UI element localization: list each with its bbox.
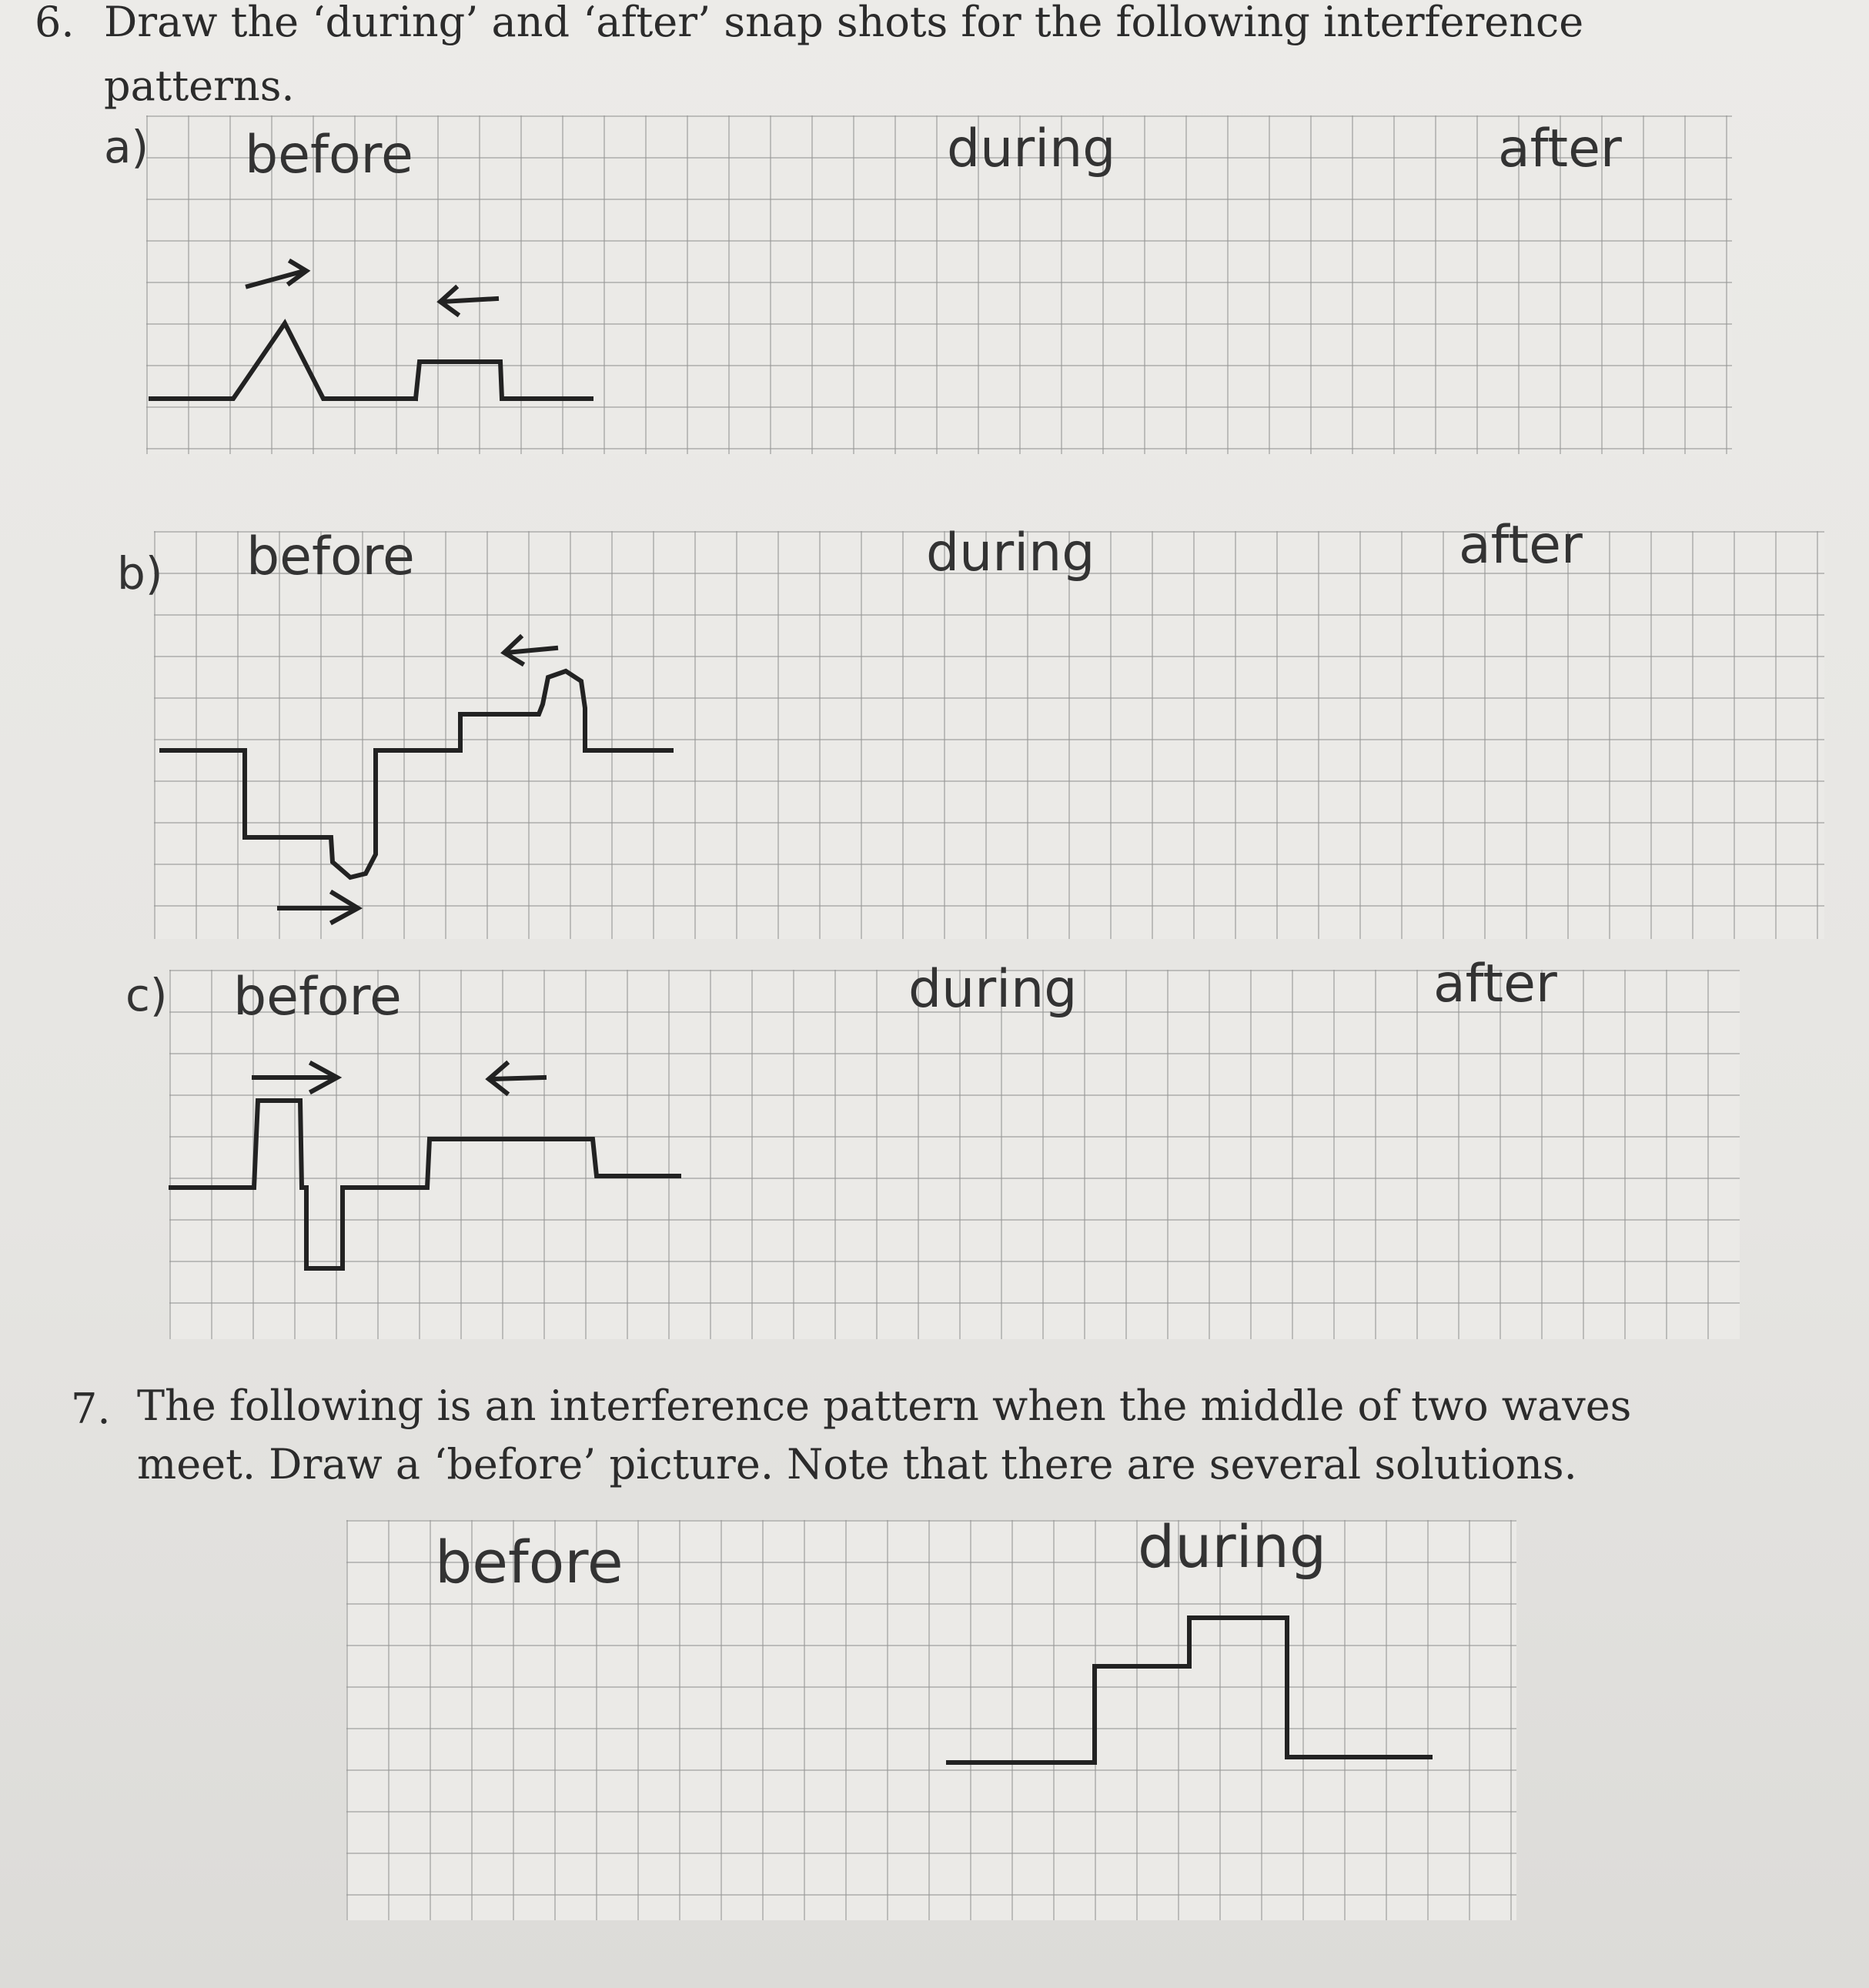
part-b-during-label: during — [926, 523, 1095, 583]
part-a-during-label: during — [947, 119, 1116, 179]
q6-number: 6. — [35, 0, 75, 46]
part-c-during-label: during — [908, 959, 1078, 1020]
q7-before-label: before — [435, 1528, 624, 1596]
part-a-before-label: before — [245, 125, 413, 185]
q7-text-line2: meet. Draw a ‘before’ picture. Note that there are several solutions. — [137, 1440, 1577, 1488]
part-b-before-label: before — [246, 526, 415, 587]
q6-text-line2: patterns. — [104, 62, 295, 110]
part-a-label: a) — [104, 121, 149, 173]
part-c-after-label: after — [1433, 954, 1557, 1014]
q7-step-pulse — [948, 1618, 1430, 1762]
part-b-after-label: after — [1459, 515, 1583, 576]
part-a-after-label: after — [1498, 119, 1622, 179]
q7-during-label: during — [1138, 1512, 1327, 1581]
q7-number: 7. — [71, 1385, 111, 1433]
part-c-before-label: before — [233, 967, 402, 1027]
part-b-label: b) — [117, 547, 163, 600]
q6-text-line1: Draw the ‘during’ and ‘after’ snap shots for the following interference — [104, 0, 1584, 46]
q7-text-line1: The following is an interference pattern when the middle of two waves — [137, 1382, 1632, 1430]
part-c-label: c) — [125, 969, 168, 1021]
